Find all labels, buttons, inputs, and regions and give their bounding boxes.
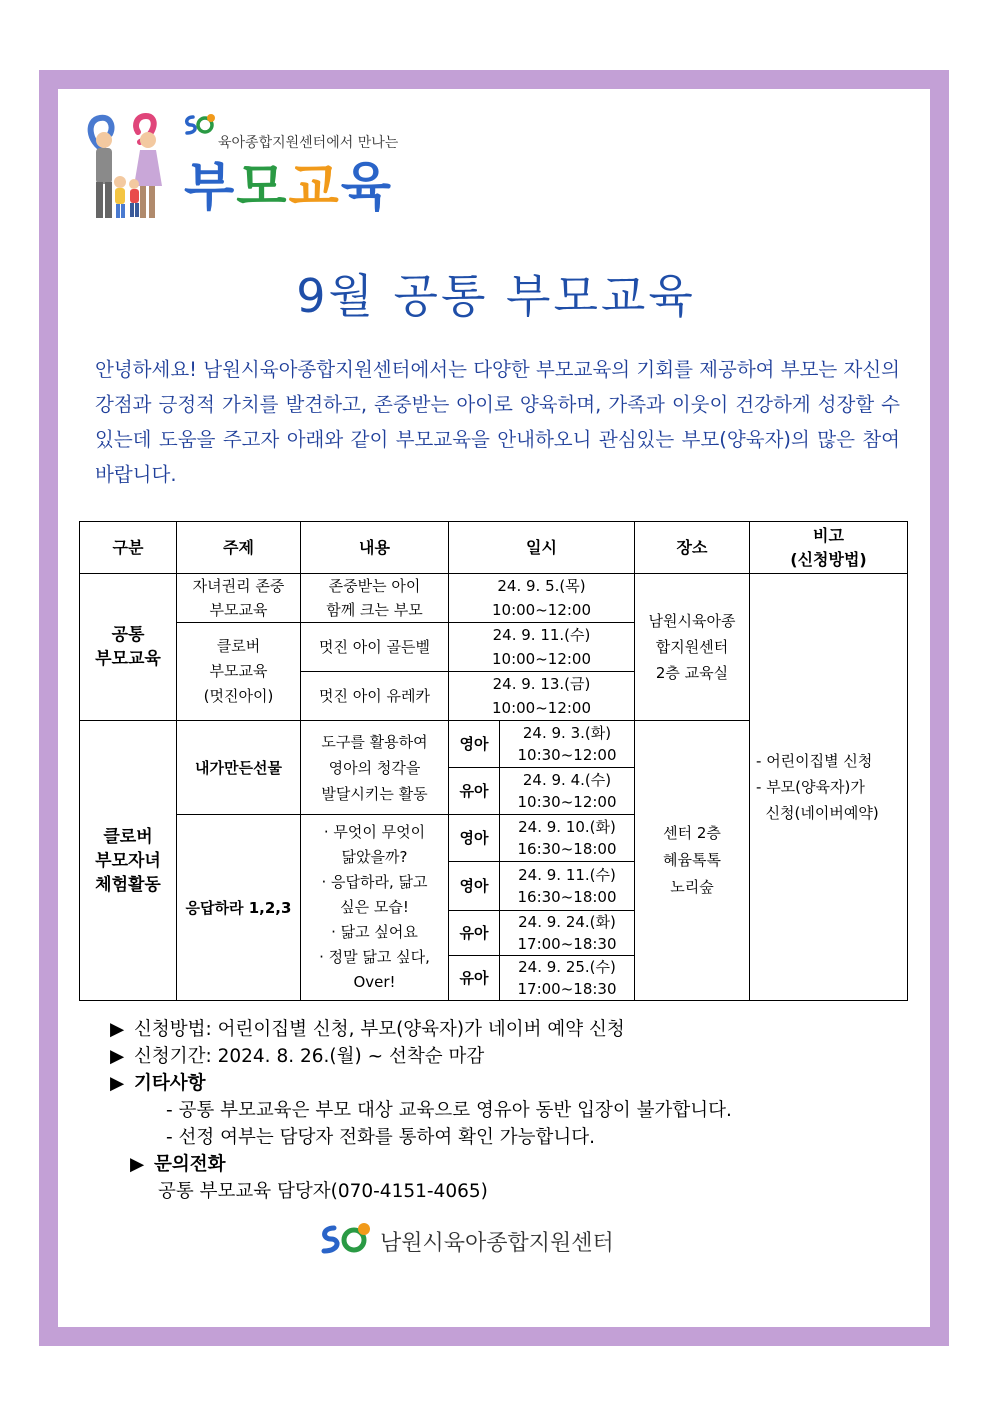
header-note: 비고 (신청방법) [750, 522, 908, 574]
cell-age: 유아 [449, 956, 500, 1001]
schedule-table [79, 521, 908, 1001]
cell-common-content1: 존중받는 아이 함께 크는 부모 [301, 574, 449, 623]
cell-common-date2: 24. 9. 11.(수) 10:00~12:00 [449, 623, 635, 672]
center-logo-icon [183, 113, 217, 135]
cell-clover-date4: 24. 9. 11.(수) 16:30~18:00 [500, 862, 635, 911]
cell-clover-date5: 24. 9. 24.(화) 17:00~18:30 [500, 911, 635, 956]
logo-subtitle: 육아종합지원센터에서 만나는 [218, 135, 399, 151]
arrow-right-icon: ▶ [110, 1019, 125, 1040]
cell-clover-category: 클로버 부모자녀 체험활동 [80, 721, 177, 1001]
header-topic: 주제 [177, 522, 301, 574]
cell-common-date1: 24. 9. 5.(목) 10:00~12:00 [449, 574, 635, 623]
cell-common-content2: 멋진 아이 골든벨 [301, 623, 449, 672]
header-place: 장소 [635, 522, 750, 574]
apply-period [110, 1043, 732, 1070]
contact-title [110, 1151, 732, 1178]
arrow-right-icon: ▶ [130, 1154, 145, 1175]
etc-title [110, 1070, 732, 1097]
etc-item: - 선정 여부는 담당자 전화를 통하여 확인 가능합니다. [166, 1127, 596, 1148]
header-datetime: 일시 [449, 522, 635, 574]
cell-clover-content1: 도구를 활용하여 영아의 청각을 발달시키는 활동 [301, 721, 449, 815]
cell-common-date3: 24. 9. 13.(금) 10:00~12:00 [449, 672, 635, 721]
cell-common-topic1: 자녀권리 존중 부모교육 [177, 574, 301, 623]
cell-clover-place: 센터 2층 혜윰톡톡 노리숲 [635, 721, 750, 1001]
cell-note: - 어린이집별 신청 - 부모(양육자)가 신청(네이버예약) [750, 574, 908, 1001]
arrow-right-icon: ▶ [110, 1046, 125, 1067]
cell-age: 영아 [449, 862, 500, 911]
cell-age: 영아 [449, 721, 500, 768]
cell-clover-date3: 24. 9. 10.(화) 16:30~18:00 [500, 815, 635, 862]
cell-age: 유아 [449, 911, 500, 956]
org-name: 남원시육아종합지원센터 [380, 1231, 614, 1256]
arrow-right-icon: ▶ [110, 1073, 125, 1094]
header-category: 구분 [80, 522, 177, 574]
intro-paragraph: 안녕하세요! 남원시육아종합지원센터에서는 다양한 부모교육의 기회를 제공하여 부모는 자신의 강점과 긍정적 가치를 발견하고, 존중받는 아이로 양육하며, 가족과 이웃이 건강하게 성장할 수 있는데 도움을 주고자 아래와 같이 부모교육을 안내하오니 관심있는 부모(양육자)의 많은 참여 바랍니다. [95, 358, 900, 486]
cell-common-content3: 멋진 아이 유레카 [301, 672, 449, 721]
center-logo-icon [318, 1222, 376, 1256]
cell-age: 유아 [449, 768, 500, 815]
cell-clover-topic1: 내가만든선물 [177, 721, 301, 815]
contact-info: 공통 부모교육 담당자(070-4151-4065) [158, 1181, 488, 1202]
cell-common-place: 남원시육아종 합지원센터 2층 교육실 [635, 574, 750, 721]
logo-title-char: 부 [184, 158, 237, 218]
cell-age: 영아 [449, 815, 500, 862]
cell-clover-date2: 24. 9. 4.(수) 10:30~12:00 [500, 768, 635, 815]
footer-info [110, 1016, 732, 1205]
cell-clover-date6: 24. 9. 25.(수) 17:00~18:30 [500, 956, 635, 1001]
cell-common-topic2: 클로버 부모교육 (멋진아이) [177, 623, 301, 721]
logo-title [184, 158, 393, 218]
apply-method [110, 1016, 732, 1043]
parent-family-illustration [82, 112, 182, 224]
logo-title-char: 교 [288, 158, 341, 218]
etc-item: - 공통 부모교육은 부모 대상 교육으로 영유아 동반 입장이 불가합니다. [166, 1100, 732, 1121]
cell-clover-date1: 24. 9. 3.(화) 10:30~12:00 [500, 721, 635, 768]
apply-method-text: 신청방법: 어린이집별 신청, 부모(양육자)가 네이버 예약 신청 [134, 1019, 625, 1040]
logo-title-char: 모 [236, 158, 289, 218]
page-title: 9월 공통 부모교육 [296, 269, 696, 323]
logo-title-char: 육 [340, 158, 393, 218]
contact-title-text: 문의전화 [154, 1154, 226, 1175]
cell-clover-topic2: 응답하라 1,2,3 [177, 815, 301, 1001]
cell-clover-content2: · 무엇이 무엇이 닮았을까? · 응답하라, 닮고 싶은 모습! · 닮고 싶어요 · 정말 닮고 싶다, Over! [301, 815, 449, 1001]
apply-period-text: 신청기간: 2024. 8. 26.(월) ~ 선착순 마감 [134, 1046, 485, 1067]
header-content: 내용 [301, 522, 449, 574]
etc-title-text: 기타사항 [134, 1073, 206, 1094]
cell-common-category: 공통 부모교육 [80, 574, 177, 721]
